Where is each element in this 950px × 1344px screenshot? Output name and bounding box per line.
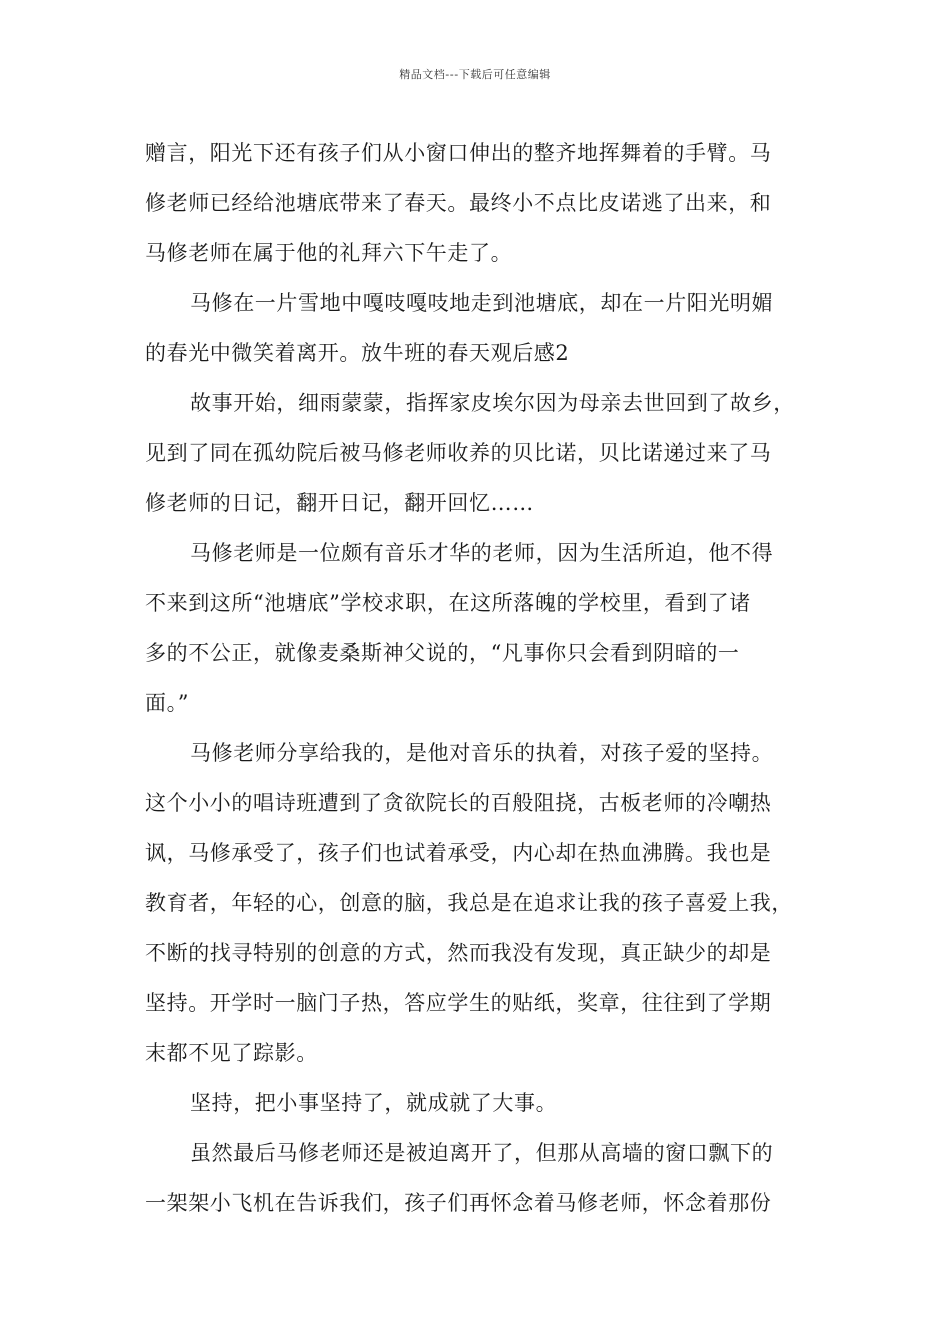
text-line: 修老师已经给池塘底带来了春天。最终小不点比皮诺逃了出来，和 — [145, 191, 772, 215]
text-line: 一架架小飞机在告诉我们，孩子们再怀念着马修老师，怀念着那份 — [145, 1191, 772, 1215]
text-line: 马修老师在属于他的礼拜六下午走了。 — [145, 241, 513, 265]
text-line: 不断的找寻特别的创意的方式，然而我没有发现，真正缺少的却是 — [145, 941, 772, 965]
paragraph-first-line: 马修老师分享给我的，是他对音乐的执着，对孩子爱的坚持。 — [190, 741, 774, 765]
text-line: 坚持。开学时一脑门子热，答应学生的贴纸，奖章，往往到了学期 — [145, 991, 772, 1015]
text-line: 教育者，年轻的心，创意的脑，我总是在追求让我的孩子喜爱上我， — [145, 891, 793, 915]
paragraph-first-line: 故事开始，细雨蒙蒙，指挥家皮埃尔因为母亲去世回到了故乡， — [190, 391, 795, 415]
text-line: 修老师的日记，翻开日记，翻开回忆…… — [145, 491, 534, 515]
text-line: 讽，马修承受了，孩子们也试着承受，内心却在热血沸腾。我也是 — [145, 841, 772, 865]
text-line: 赠言，阳光下还有孩子们从小窗口伸出的整齐地挥舞着的手臂。马 — [145, 141, 772, 165]
document-body — [145, 128, 810, 1228]
text-line: 的春光中微笑着离开。放牛班的春天观后感2 — [145, 341, 570, 365]
paragraph-first-line: 虽然最后马修老师还是被迫离开了，但那从高墙的窗口飘下的 — [190, 1141, 774, 1165]
text-line: 见到了同在孤幼院后被马修老师收养的贝比诺，贝比诺递过来了马 — [145, 441, 772, 465]
paragraph-first-line: 马修老师是一位颇有音乐才华的老师，因为生活所迫，他不得 — [190, 541, 774, 565]
text-line: 面。” — [145, 691, 190, 715]
text-line: 不来到这所“池塘底”学校求职，在这所落魄的学校里，看到了诸 — [145, 591, 751, 615]
paragraph-first-line: 坚持，把小事坚持了，就成就了大事。 — [190, 1091, 558, 1115]
text-line: 这个小小的唱诗班遭到了贪欲院长的百般阻挠，古板老师的冷嘲热 — [145, 791, 772, 815]
text-line: 多的不公正，就像麦桑斯神父说的，“凡事你只会看到阴暗的一 — [145, 641, 740, 665]
text-line: 末都不见了踪影。 — [145, 1041, 318, 1065]
page-header: 精品文档---下载后可任意编辑 — [399, 68, 551, 81]
paragraph-first-line: 马修在一片雪地中嘎吱嘎吱地走到池塘底，却在一片阳光明媚 — [190, 291, 774, 315]
